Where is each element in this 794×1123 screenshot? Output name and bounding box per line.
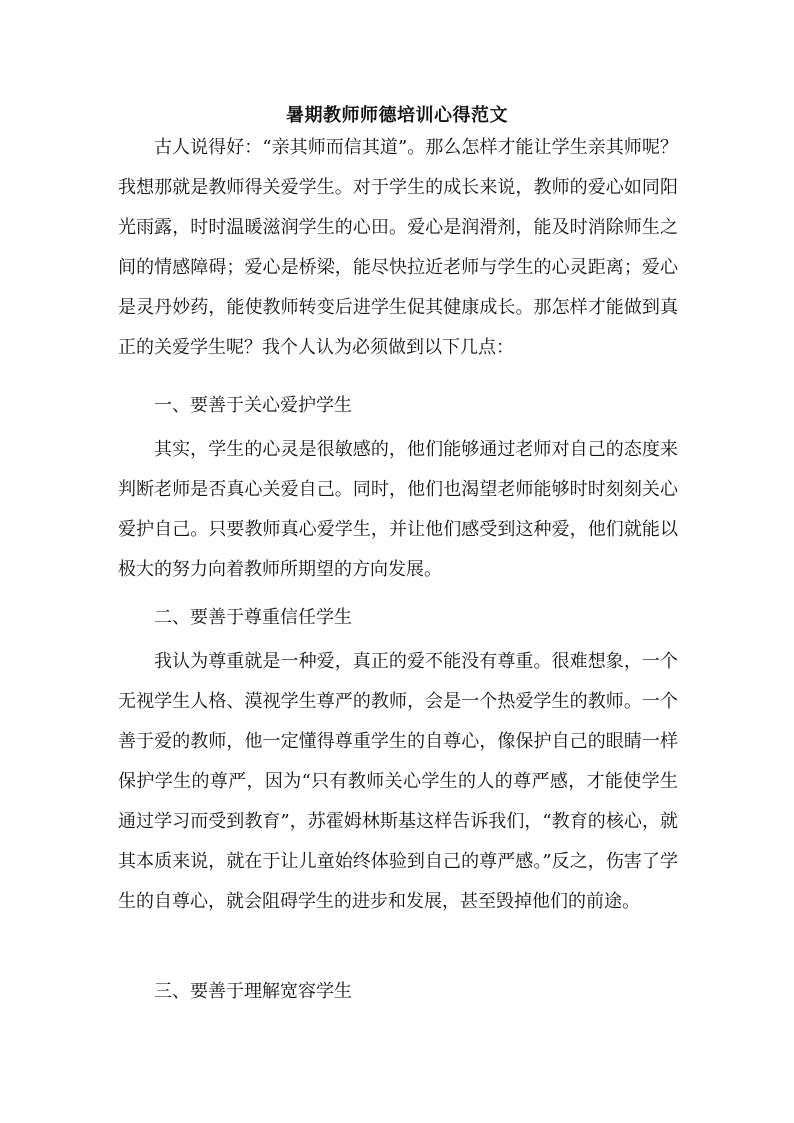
section-heading-3: 三、要善于理解宽容学生 [154, 981, 352, 1002]
section-1-paragraph: 其实，学生的心灵是很敏感的，他们能够通过老师对自己的态度来判断老师是否真心关爱自己。同时，他们也渴望老师能够时时刻刻关心爱护自己。只要教师真心爱学生，并让他们感受到这种爱，他们就能以极大的努力向着教师所期望的方向发展。 [118, 439, 678, 580]
section-heading-2: 二、要善于尊重信任学生 [154, 607, 352, 628]
section-heading-1: 一、要善于关心爱护学生 [154, 395, 352, 416]
section-2-paragraph: 我认为尊重就是一种爱，真正的爱不能没有尊重。很难想象，一个无视学生人格、漠视学生尊严的教师，会是一个热爱学生的教师。一个善于爱的教师，他一定懂得尊重学生的自尊心，像保护自己的眼睛一样保护学生的尊严，因为“只有教师关心学生的人的尊严感，才能使学生通过学习而受到教育”，苏霍姆林斯基这样告诉我们，“教育的核心，就其本质来说，就在于让儿童始终体验到自己的尊严感。”反之，伤害了学生的自尊心，就会阻碍学生的进步和发展，甚至毁掉他们的前途。 [118, 651, 678, 912]
intro-paragraph: 古人说得好：“亲其师而信其道”。那么怎样才能让学生亲其师呢？我想那就是教师得关爱学生。对于学生的成长来说，教师的爱心如同阳光雨露，时时温暖滋润学生的心田。爱心是润滑剂，能及时消除师生之间的情感障碍；爱心是桥梁，能尽快拉近老师与学生的心灵距离；爱心是灵丹妙药，能使教师转变后进学生促其健康成长。那怎样才能做到真正的关爱学生呢？我个人认为必须做到以下几点： [118, 137, 678, 358]
document-title: 暑期教师师德培训心得范文 [286, 105, 508, 126]
